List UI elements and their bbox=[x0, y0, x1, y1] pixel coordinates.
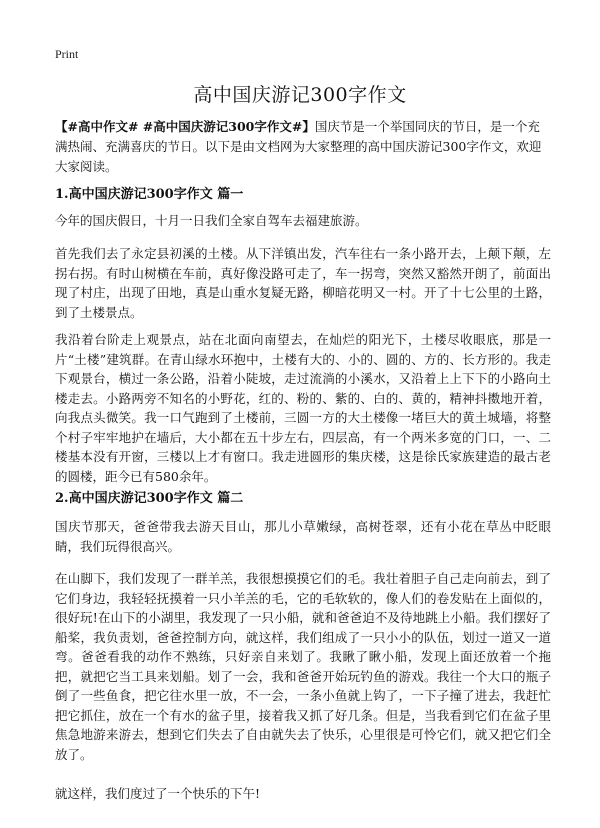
section-1-paragraph-3: 我沿着台阶走上观景点，站在北面向南望去，在灿烂的阳光下，土楼尽收眼底，那是一片“土楼”建筑群。在青山绿水环抱中，土楼有大的、小的、圆的、方的、长方形的。我走下观景台，横过一条公路，沿着小陡坡，走过流淌的小溪水，又沿着上上下下的小路向土楼走去。小路两旁不知名的小野花，红的、粉的、紫的、白的、黄的，精神抖擞地开着，向我点头微笑。我一口气跑到了土楼前，三圆一方的大土楼像一堵巨大的黄土城墙，将整个村子牢牢地护在墙后，大小都在五十步左右，四层高，有一个两米多宽的门口，一、二楼基本没有开窗，三楼以上才有窗口。我走进圆形的集庆楼，这是徐氏家族建造的最古老的圆楼，距今已有580余年。 bbox=[55, 332, 551, 484]
section-1-paragraph-2: 首先我们去了永定县初溪的土楼。从下洋镇出发，汽车往右一条小路开去，上颠下颠，左拐右拐。有时山树横在车前，真好像没路可走了，车一拐弯，突然又豁然开朗了，前面出现了村庄，出现了田地，真是山重水复疑无路，柳暗花明又一村。开了十七公里的土路，到了土楼景点。 bbox=[55, 246, 551, 320]
section-heading-1: 1.高中国庆游记300字作文 篇一 bbox=[55, 187, 244, 202]
intro-tags: 【#高中作文# #高中国庆游记300字作文#】 bbox=[55, 119, 315, 134]
section-1-paragraph-1: 今年的国庆假日，十月一日我们全家自驾车去福建旅游。 bbox=[55, 213, 368, 228]
section-2-paragraph-3: 就这样，我们度过了一个快乐的下午! bbox=[55, 786, 261, 801]
print-link[interactable]: Print bbox=[55, 47, 79, 61]
intro-text: 国庆节是一个举国同庆的节日，是一个充满热闹、充满喜庆的节日。以下是由文档网为大家整理的高中国庆游记300字作文，欢迎大家阅读。 bbox=[55, 119, 542, 174]
section-heading-2: 2.高中国庆游记300字作文 篇二 bbox=[55, 491, 244, 506]
intro-paragraph bbox=[55, 117, 551, 177]
section-2-paragraph-1: 国庆节那天，爸爸带我去游天目山，那儿小草嫩绿，高树苍翠，还有小花在草丛中眨眼睛，我们玩得很高兴。 bbox=[55, 519, 551, 554]
section-2-paragraph-2: 在山脚下，我们发现了一群羊羔，我很想摸摸它们的毛。我壮着胆子自己走向前去，到了它们身边，我轻轻抚摸着一只小羊羔的毛，它的毛软软的，像人们的卷发贴在上面似的，很好玩!在山下的小湖里，我发现了一只小船，就和爸爸迫不及待地跳上小船。我们摆好了船桨，我负责划，爸爸控制方向，就这样，我们组成了一只小小的队伍，划过一道又一道弯。爸爸看我的动作不熟练，只好亲自来划了。我瞅了瞅小船，发现上面还放着一个拖把，就把它当工具来划船。划了一会，我和爸爸开始玩钓鱼的游戏。我往一个大口的瓶子倒了一些鱼食，把它往水里一放，不一会，一条小鱼就上钩了，一下子撞了进去，我赶忙把它抓住，放在一个有水的盆子里，接着我又抓了好几条。但是，当我看到它们在盆子里焦急地游来游去，想到它们失去了自由就失去了快乐，心里很是可怜它们，就又把它们全放了。 bbox=[55, 571, 551, 762]
page-title: 高中国庆游记300字作文 bbox=[193, 84, 407, 106]
